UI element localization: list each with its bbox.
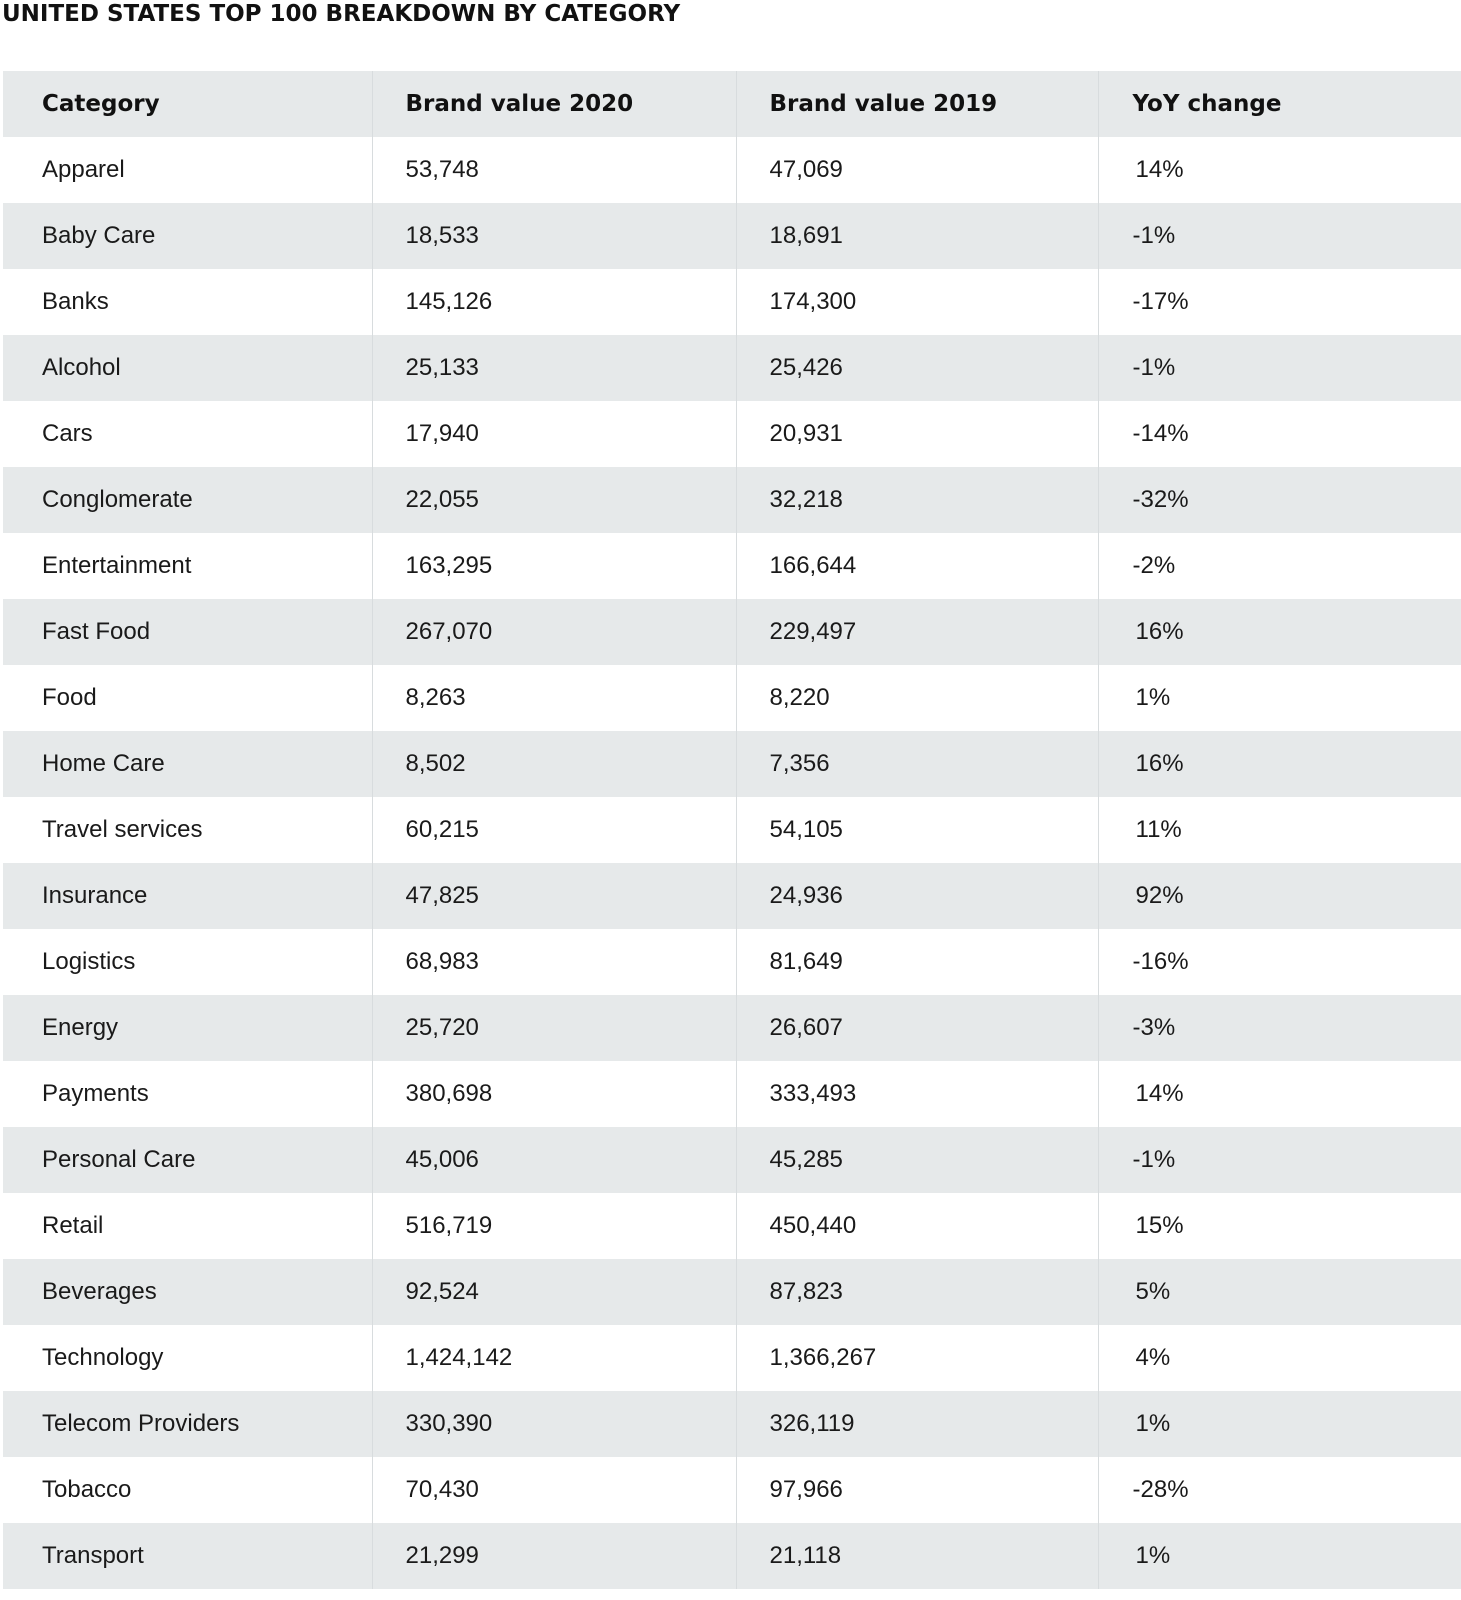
brand-value-2019-cell: 20,931 [736, 401, 1098, 467]
column-header-category: Category [3, 71, 372, 137]
brand-value-2019-cell: 450,440 [736, 1193, 1098, 1259]
brand-value-2019-cell: 26,607 [736, 995, 1098, 1061]
category-cell: Telecom Providers [3, 1391, 372, 1457]
category-cell: Home Care [3, 731, 372, 797]
brand-value-2020-cell: 380,698 [372, 1061, 736, 1127]
table-row [3, 467, 1461, 533]
yoy-change-cell: 15% [1098, 1193, 1461, 1259]
brand-value-2019-cell: 166,644 [736, 533, 1098, 599]
column-header-brand-value-2020: Brand value 2020 [372, 71, 736, 137]
table-row [3, 335, 1461, 401]
brand-value-2019-cell: 326,119 [736, 1391, 1098, 1457]
page-title: UNITED STATES TOP 100 BREAKDOWN BY CATEGORY [2, 1, 681, 27]
brand-value-2020-cell: 53,748 [372, 137, 736, 203]
column-header-yoy-change: YoY change [1098, 71, 1461, 137]
table-row [3, 203, 1461, 269]
category-table [3, 71, 1461, 1589]
brand-value-2020-cell: 1,424,142 [372, 1325, 736, 1391]
brand-value-2020-cell: 145,126 [372, 269, 736, 335]
table-row [3, 1325, 1461, 1391]
brand-value-2020-cell: 330,390 [372, 1391, 736, 1457]
category-cell: Payments [3, 1061, 372, 1127]
brand-value-2019-cell: 87,823 [736, 1259, 1098, 1325]
brand-value-2020-cell: 18,533 [372, 203, 736, 269]
brand-value-2020-cell: 8,263 [372, 665, 736, 731]
table-row [3, 137, 1461, 203]
table-row [3, 863, 1461, 929]
category-cell: Entertainment [3, 533, 372, 599]
table-row [3, 665, 1461, 731]
brand-value-2019-cell: 18,691 [736, 203, 1098, 269]
category-cell: Baby Care [3, 203, 372, 269]
yoy-change-cell: -28% [1098, 1457, 1461, 1523]
brand-value-2020-cell: 267,070 [372, 599, 736, 665]
yoy-change-cell: 16% [1098, 731, 1461, 797]
brand-value-2019-cell: 54,105 [736, 797, 1098, 863]
category-cell: Energy [3, 995, 372, 1061]
yoy-change-cell: 1% [1098, 665, 1461, 731]
brand-value-2019-cell: 45,285 [736, 1127, 1098, 1193]
table-row [3, 995, 1461, 1061]
brand-value-2020-cell: 47,825 [372, 863, 736, 929]
brand-value-2020-cell: 516,719 [372, 1193, 736, 1259]
table-row [3, 1193, 1461, 1259]
table-row [3, 797, 1461, 863]
brand-value-2019-cell: 32,218 [736, 467, 1098, 533]
yoy-change-cell: 5% [1098, 1259, 1461, 1325]
brand-value-2019-cell: 97,966 [736, 1457, 1098, 1523]
category-cell: Cars [3, 401, 372, 467]
category-cell: Banks [3, 269, 372, 335]
brand-value-2019-cell: 47,069 [736, 137, 1098, 203]
table-row [3, 1127, 1461, 1193]
yoy-change-cell: -1% [1098, 335, 1461, 401]
category-cell: Tobacco [3, 1457, 372, 1523]
brand-value-2019-cell: 21,118 [736, 1523, 1098, 1589]
brand-value-2019-cell: 174,300 [736, 269, 1098, 335]
brand-value-2019-cell: 333,493 [736, 1061, 1098, 1127]
category-cell: Travel services [3, 797, 372, 863]
category-cell: Beverages [3, 1259, 372, 1325]
yoy-change-cell: -2% [1098, 533, 1461, 599]
yoy-change-cell: -32% [1098, 467, 1461, 533]
column-header-brand-value-2019: Brand value 2019 [736, 71, 1098, 137]
category-cell: Logistics [3, 929, 372, 995]
yoy-change-cell: 1% [1098, 1523, 1461, 1589]
brand-value-2020-cell: 25,720 [372, 995, 736, 1061]
yoy-change-cell: 92% [1098, 863, 1461, 929]
category-cell: Alcohol [3, 335, 372, 401]
brand-value-2019-cell: 8,220 [736, 665, 1098, 731]
yoy-change-cell: 14% [1098, 137, 1461, 203]
table-row [3, 533, 1461, 599]
table-row [3, 1523, 1461, 1589]
category-cell: Apparel [3, 137, 372, 203]
category-cell: Personal Care [3, 1127, 372, 1193]
category-cell: Transport [3, 1523, 372, 1589]
brand-value-2019-cell: 24,936 [736, 863, 1098, 929]
brand-value-2020-cell: 60,215 [372, 797, 736, 863]
table-row [3, 1061, 1461, 1127]
brand-value-2020-cell: 45,006 [372, 1127, 736, 1193]
yoy-change-cell: -16% [1098, 929, 1461, 995]
yoy-change-cell: -3% [1098, 995, 1461, 1061]
yoy-change-cell: 16% [1098, 599, 1461, 665]
category-cell: Insurance [3, 863, 372, 929]
brand-value-2019-cell: 81,649 [736, 929, 1098, 995]
category-cell: Technology [3, 1325, 372, 1391]
yoy-change-cell: -14% [1098, 401, 1461, 467]
yoy-change-cell: 4% [1098, 1325, 1461, 1391]
brand-value-2020-cell: 25,133 [372, 335, 736, 401]
brand-value-2019-cell: 7,356 [736, 731, 1098, 797]
yoy-change-cell: -1% [1098, 1127, 1461, 1193]
table-header-row [3, 71, 1461, 137]
yoy-change-cell: 11% [1098, 797, 1461, 863]
brand-value-2020-cell: 8,502 [372, 731, 736, 797]
table-row [3, 1391, 1461, 1457]
brand-value-2020-cell: 70,430 [372, 1457, 736, 1523]
table-row [3, 401, 1461, 467]
brand-value-2019-cell: 229,497 [736, 599, 1098, 665]
brand-value-2020-cell: 17,940 [372, 401, 736, 467]
yoy-change-cell: -17% [1098, 269, 1461, 335]
brand-value-2020-cell: 22,055 [372, 467, 736, 533]
category-cell: Food [3, 665, 372, 731]
table-body [3, 137, 1461, 1589]
table-row [3, 1259, 1461, 1325]
category-cell: Conglomerate [3, 467, 372, 533]
table-row [3, 1457, 1461, 1523]
table-row [3, 731, 1461, 797]
brand-value-2020-cell: 92,524 [372, 1259, 736, 1325]
brand-value-2020-cell: 163,295 [372, 533, 736, 599]
brand-value-2019-cell: 25,426 [736, 335, 1098, 401]
yoy-change-cell: 1% [1098, 1391, 1461, 1457]
table-row [3, 599, 1461, 665]
table-row [3, 929, 1461, 995]
brand-value-2020-cell: 68,983 [372, 929, 736, 995]
brand-value-2020-cell: 21,299 [372, 1523, 736, 1589]
category-cell: Retail [3, 1193, 372, 1259]
yoy-change-cell: -1% [1098, 203, 1461, 269]
yoy-change-cell: 14% [1098, 1061, 1461, 1127]
brand-value-2019-cell: 1,366,267 [736, 1325, 1098, 1391]
category-cell: Fast Food [3, 599, 372, 665]
table-row [3, 269, 1461, 335]
